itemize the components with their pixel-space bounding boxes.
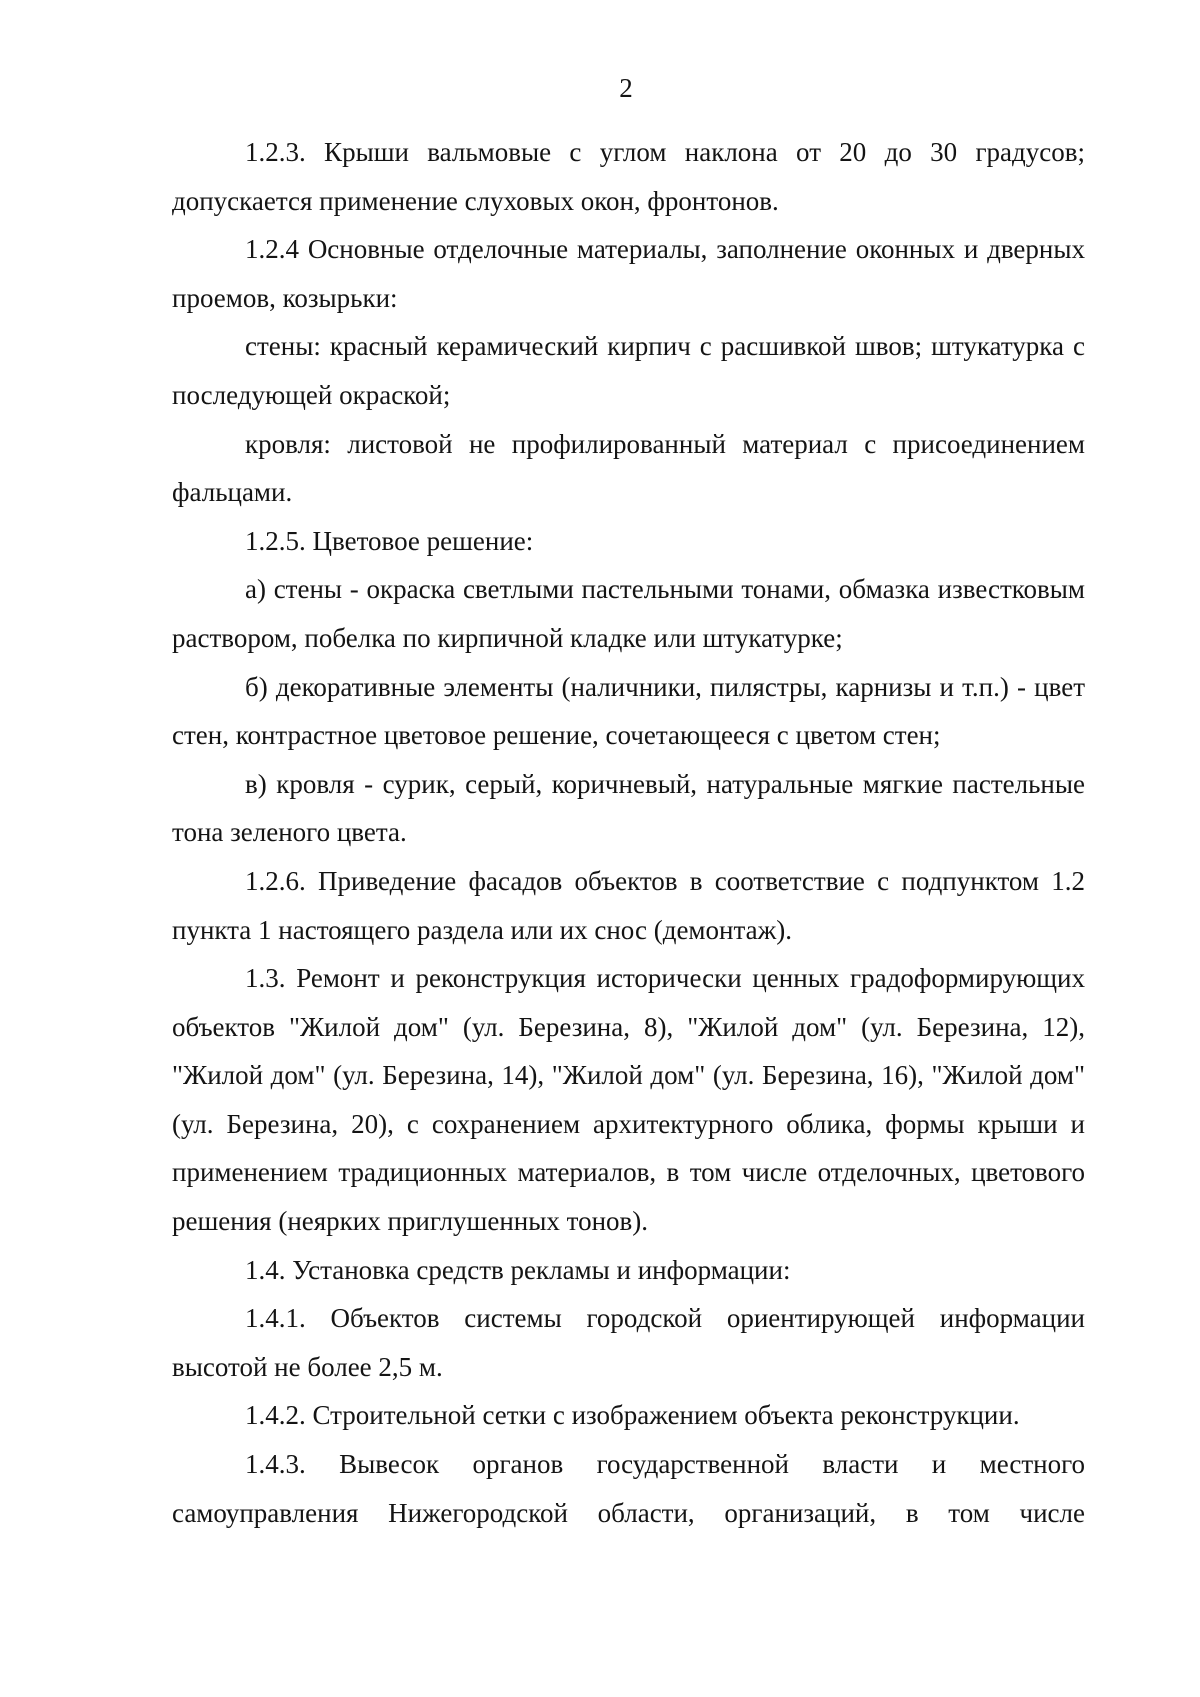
paragraph-1-4: 1.4. Установка средств рекламы и информации: xyxy=(245,1254,791,1285)
paragraph-item-v: в) кровля - сурик, серый, коричневый, натуральные мягкие пастельные тона зеленого цвета. xyxy=(172,768,1085,848)
paragraph-1-2-3: 1.2.3. Крыши вальмовые с углом наклона от 20 до 30 градусов; допускается применение слуховых окон, фронтонов. xyxy=(172,137,1085,216)
paragraph-1-4-1: 1.4.1. Объектов системы городской ориентирующей информации высотой не более 2,5 м. xyxy=(172,1303,1085,1382)
paragraph-item-a: а) стены - окраска светлыми пастельными тонами, обмазка известковым раствором, побелка по кирпичной кладке или штукатурке; xyxy=(172,574,1085,653)
document-body xyxy=(172,128,1085,1537)
paragraph-1-4-2: 1.4.2. Строительной сетки с изображением объекта реконструкции. xyxy=(245,1400,1020,1431)
paragraph-item-b: б) декоративные элементы (наличники, пилястры, карнизы и т.п.) - цвет стен, контрастное цветовое решение, сочетающееся с цветом стен; xyxy=(172,671,1085,751)
page-number: 2 xyxy=(619,73,633,103)
paragraph-1-3: 1.3. Ремонт и реконструкция исторически ценных градоформирующих объектов "Жилой дом" (ул. Березина, 8), "Жилой дом" (ул. Березина, 12), "Жилой дом" (ул. Березина, 14), "Жилой дом" (ул. Березина, 16), "Жилой дом" (ул. Березина, 20), с сохранением архитектурного облика, формы крыши и применением традиционных материалов, в том числе отделочных, цветового решения (неярких приглушенных тонов). xyxy=(172,963,1085,1237)
paragraph-1-2-6: 1.2.6. Приведение фасадов объектов в соответствие с подпунктом 1.2 пункта 1 настоящего раздела или их снос (демонтаж). xyxy=(172,865,1085,945)
paragraph-1-4-3: 1.4.3. Вывесок органов государственной власти и местного самоуправления Нижегородской области, организаций, в том числе xyxy=(172,1449,1085,1528)
paragraph-1-2-4: 1.2.4 Основные отделочные материалы, заполнение оконных и дверных проемов, козырьки: xyxy=(172,234,1085,313)
paragraph-roofing: кровля: листовой не профилированный материал с присоединением фальцами. xyxy=(172,428,1085,508)
paragraph-1-2-5: 1.2.5. Цветовое решение: xyxy=(245,525,534,556)
paragraph-walls: стены: красный керамический кирпич с расшивкой швов; штукатурка с последующей окраской; xyxy=(172,331,1085,410)
